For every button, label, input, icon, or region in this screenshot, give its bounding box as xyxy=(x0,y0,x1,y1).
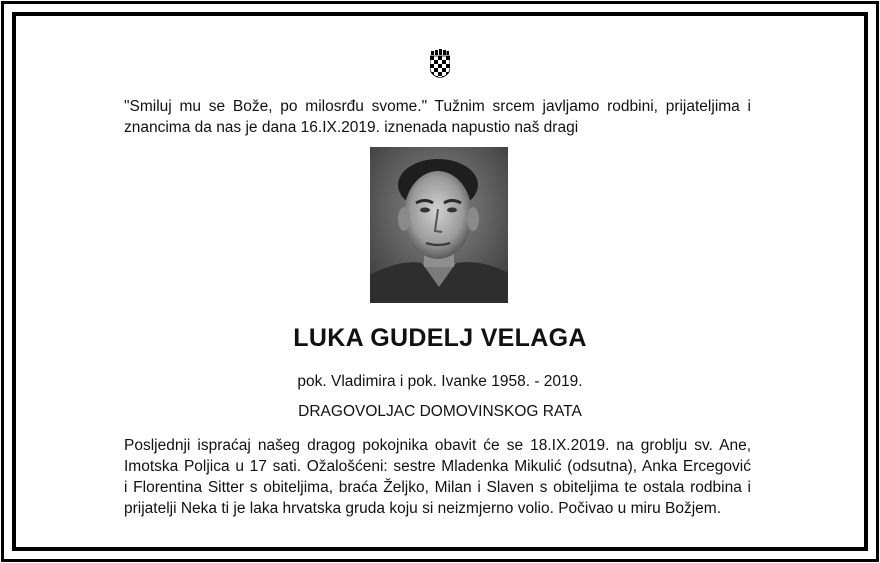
shield-check xyxy=(442,68,446,72)
croatian-coat-of-arms-icon xyxy=(430,49,450,78)
shield-check xyxy=(434,60,438,64)
shield-check xyxy=(442,60,446,64)
shield-check xyxy=(438,56,442,60)
shield-check xyxy=(430,56,434,60)
funeral-line: i Florentina Sitter s obiteljima, braća Željko, Milan i Slaven s obiteljima te ostala rodbina i xyxy=(124,479,751,496)
shield-check xyxy=(446,64,450,68)
intro-paragraph xyxy=(124,96,751,138)
funeral-line: Imotska Poljica u 17 sati. Ožalošćeni: sestre Mladenka Mikulić (odsutna), Anka Ercegović xyxy=(124,458,751,475)
portrait-photo xyxy=(370,147,508,303)
shield-check xyxy=(446,56,450,60)
shield-check xyxy=(430,64,434,68)
shield-check xyxy=(438,64,442,68)
veteran-status: DRAGOVOLJAC DOMOVINSKOG RATA xyxy=(298,403,582,420)
portrait-image xyxy=(370,147,508,303)
intro-line: "Smiluj mu se Bože, po milosrđu svome." Tužnim srcem javljamo rodbini, prijateljima i xyxy=(124,98,751,115)
funeral-line: Posljednji ispraćaj našeg dragog pokojnika obavit će se 18.IX.2019. na groblju sv. Ane, xyxy=(124,437,751,454)
shield-check xyxy=(438,72,442,76)
funeral-line: prijatelji Neka ti je laka hrvatska gruda koju si neizmjerno volio. Počivao u miru Božjem. xyxy=(124,500,722,517)
deceased-name: LUKA GUDELJ VELAGA xyxy=(293,324,587,352)
funeral-paragraph xyxy=(124,435,751,519)
intro-line: znancima da nas je dana 16.IX.2019. iznenada napustio naš dragi xyxy=(124,119,579,136)
crown xyxy=(431,49,449,55)
shield-check xyxy=(434,68,438,72)
parents-and-years: pok. Vladimira i pok. Ivanke 1958. - 2019. xyxy=(297,373,583,390)
